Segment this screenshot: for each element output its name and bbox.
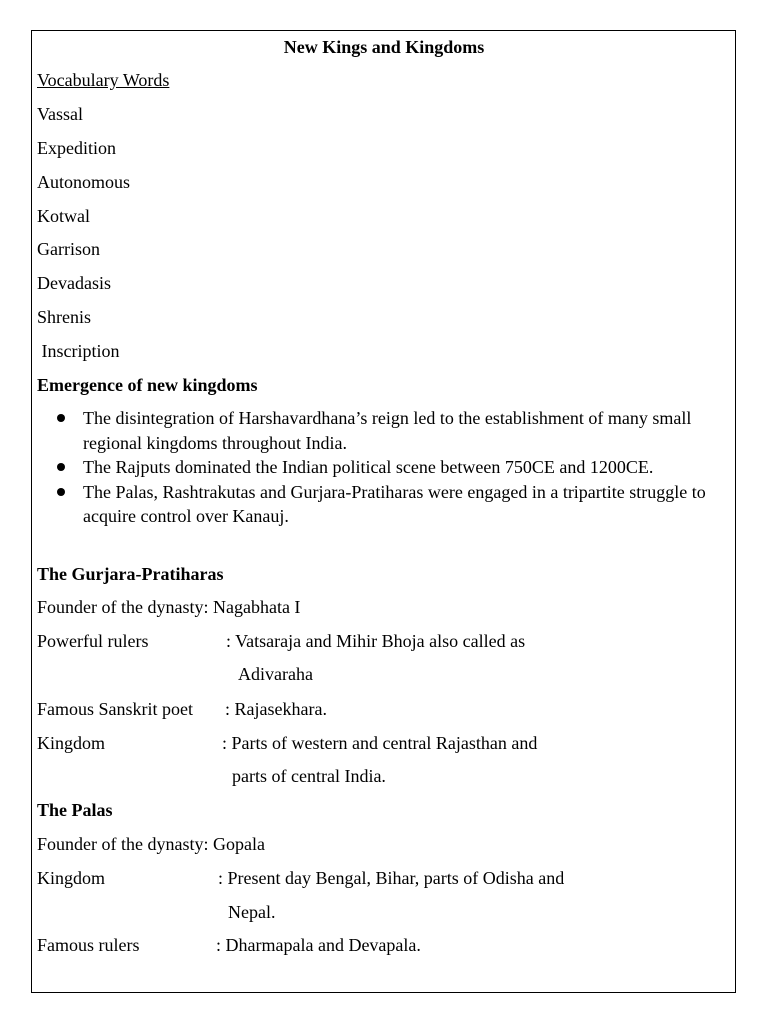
vocab-word: Expedition [37,138,116,158]
vocab-word: Vassal [37,104,83,124]
bullet-item [37,480,717,529]
palas-kingdom-value-cont: Nepal. [228,902,276,922]
palas-heading: The Palas [37,800,113,820]
vocab-word: Shrenis [37,307,91,327]
vocab-word: Devadasis [37,273,111,293]
bullet-text: The disintegration of Harshavardhana’s reign led to the establishment of many small regional kingdoms throughout India. [83,408,692,453]
palas-founder: Founder of the dynasty: Gopala [37,834,265,854]
gurjara-kingdom-label: Kingdom [37,733,106,753]
bullet-text: The Rajputs dominated the Indian political scene between 750CE and 1200CE. [83,457,654,477]
bullet-dot-icon [57,463,65,471]
palas-kingdom-value: : Present day Bengal, Bihar, parts of Odisha and [218,868,565,888]
bullet-item [37,406,717,455]
vocab-word: Kotwal [37,206,90,226]
palas-kingdom-label: Kingdom [37,868,106,888]
page-title: New Kings and Kingdoms [283,37,485,57]
gurjara-kingdom-value-cont: parts of central India. [232,766,386,786]
vocabulary-heading: Vocabulary Words [37,70,170,90]
emergence-heading: Emergence of new kingdoms [37,375,258,395]
vocab-word: Inscription [37,341,120,361]
gurjara-kingdom-value: : Parts of western and central Rajasthan and [222,733,538,753]
gurjara-founder: Founder of the dynasty: Nagabhata I [37,597,301,617]
palas-rulers-value: : Dharmapala and Devapala. [216,935,421,955]
bullet-text: The Palas, Rashtrakutas and Gurjara-Pratiharas were engaged in a tripartite struggle to acquire control over Kanauj. [83,481,706,526]
gurjara-powerful-value-cont: Adivaraha [238,664,313,684]
gurjara-poet-label: Famous Sanskrit poet [37,699,193,719]
gurjara-poet-value: : Rajasekhara. [225,699,327,719]
bullet-dot-icon [57,414,65,422]
gurjara-powerful-value: : Vatsaraja and Mihir Bhoja also called as [226,631,526,651]
bullet-item [37,455,717,480]
gurjara-heading: The Gurjara-Pratiharas [37,564,224,584]
vocab-word: Autonomous [37,172,131,192]
palas-rulers-label: Famous rulers [37,935,140,955]
vocab-word: Garrison [37,239,100,259]
bullet-dot-icon [57,488,65,496]
gurjara-powerful-label: Powerful rulers [37,631,149,651]
emergence-bullet-list [37,406,717,529]
